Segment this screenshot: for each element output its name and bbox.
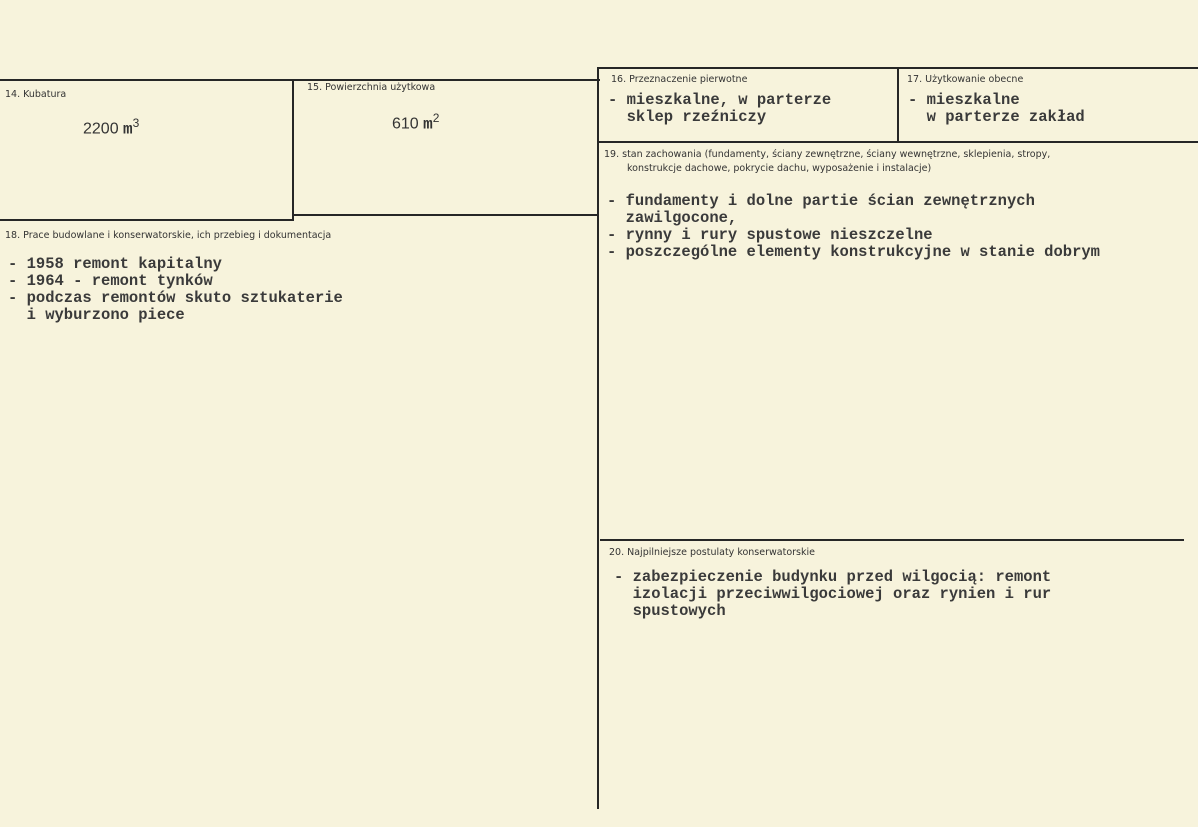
field-15-unit: m — [423, 115, 433, 134]
field-18-line-3: - podczas remontów skuto sztukaterie — [8, 289, 343, 307]
field-16-line-1: - mieszkalne, w parterze — [608, 91, 832, 109]
field-17-line-2: w parterze zakład — [908, 108, 1085, 126]
divider-16-17 — [897, 68, 899, 141]
rule-above-20 — [600, 539, 1184, 541]
field-14-number: 2200 — [83, 120, 119, 138]
field-16-line-2: sklep rzeźniczy — [608, 108, 767, 126]
field-20-line-2: izolacji przeciwwilgociowej oraz rynien i rur — [614, 585, 1052, 603]
field-14-exponent: 3 — [132, 116, 140, 130]
field-19-line-4: - poszczególne elementy konstrukcyjne w stanie dobrym — [607, 243, 1100, 261]
divider-14-15 — [292, 80, 294, 220]
field-17-line-1: - mieszkalne — [908, 91, 1020, 109]
field-15-label: 15. Powierzchnia użytkowa — [307, 82, 436, 93]
field-20-line-3: spustowych — [614, 602, 726, 620]
rule-below-14-15 — [0, 219, 294, 221]
field-18-label: 18. Prace budowlane i konserwatorskie, ich przebieg i dokumentacja — [5, 230, 332, 241]
rule-below-16-17 — [597, 141, 1198, 143]
field-19-line-1: - fundamenty i dolne partie ścian zewnętrznych — [607, 192, 1035, 210]
field-19-line-2: zawilgocone, — [607, 209, 738, 227]
field-14-value — [83, 116, 139, 138]
field-15-exponent: 2 — [432, 111, 440, 125]
field-19-label-line-1: 19. stan zachowania (fundamenty, ściany zewnętrzne, ściany wewnętrzne, sklepienia, stropy, — [604, 149, 1051, 160]
field-15-value — [392, 111, 439, 133]
field-20-line-1: - zabezpieczenie budynku przed wilgocią: remont — [614, 568, 1052, 586]
field-15-number: 610 — [392, 115, 419, 133]
field-14-label: 14. Kubatura — [5, 89, 67, 100]
top-rule — [0, 79, 600, 81]
field-19-label-line-2: konstrukcje dachowe, pokrycie dachu, wyposażenie i instalacje) — [627, 163, 932, 174]
field-17-label: 17. Użytkowanie obecne — [907, 74, 1024, 85]
field-18-line-2: - 1964 - remont tynków — [8, 272, 213, 290]
field-19-line-3: - rynny i rury spustowe nieszczelne — [607, 226, 933, 244]
field-16-label: 16. Przeznaczenie pierwotne — [611, 74, 748, 85]
field-20-label: 20. Najpilniejsze postulaty konserwatorskie — [609, 547, 815, 558]
field-18-line-1: - 1958 remont kapitalny — [8, 255, 222, 273]
divider-left-right — [597, 68, 599, 809]
rule-above-18 — [294, 214, 598, 216]
field-14-unit: m — [123, 120, 133, 139]
field-18-line-4: i wyburzono piece — [8, 306, 185, 324]
